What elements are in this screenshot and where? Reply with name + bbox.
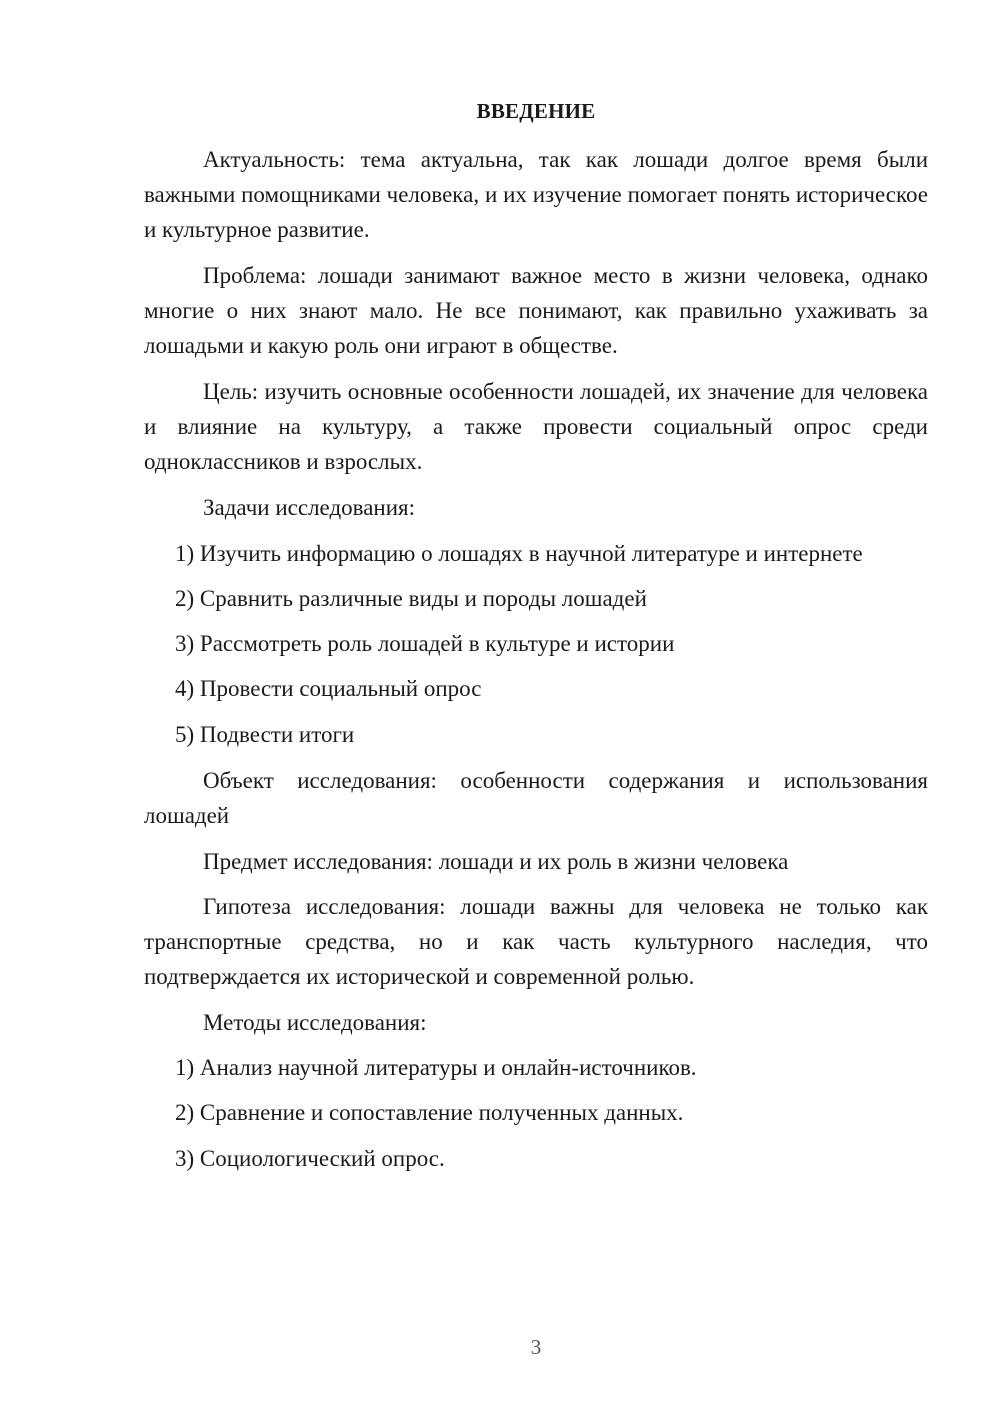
problem-paragraph: Проблема: лошади занимают важное место в жизни человека, однако многие о них знают мало. Не все понимают, как правильно ухаживать за лошадьми и какую роль они играют в обществе. [144, 263, 928, 358]
task-item: 3) Рассмотреть роль лошадей в культуре и истории [175, 631, 675, 656]
object-paragraph: Объект исследования: особенности содержания и использования лошадей [144, 768, 928, 828]
task-item: 5) Подвести итоги [175, 722, 355, 747]
tasks-heading: Задачи исследования: [203, 495, 416, 520]
goal-paragraph: Цель: изучить основные особенности лошадей, их значение для человека и влияние на культуру, а также провести социальный опрос среди одноклассников и взрослых. [144, 379, 928, 474]
section-title: ВВЕДЕНИЕ [476, 99, 596, 123]
method-item: 2) Сравнение и сопоставление полученных данных. [175, 1100, 684, 1125]
hypothesis-paragraph: Гипотеза исследования: лошади важны для человека не только как транспортные средства, но и как часть культурного наследия, что подтверждается их исторической и современной ролью. [144, 894, 928, 989]
task-item: 1) Изучить информацию о лошадях в научной литературе и интернете [175, 541, 863, 566]
subject-paragraph: Предмет исследования: лошади и их роль в жизни человека [203, 849, 789, 874]
document-page [144, 0, 928, 1414]
page-number: 3 [530, 1335, 542, 1359]
task-item: 4) Провести социальный опрос [175, 676, 482, 701]
method-item: 3) Социологический опрос. [175, 1146, 445, 1171]
method-item: 1) Анализ научной литературы и онлайн-источников. [175, 1055, 697, 1080]
relevance-paragraph: Актуальность: тема актуальна, так как лошади долгое время были важными помощниками человека, и их изучение помогает понять историческое и культурное развитие. [144, 147, 928, 242]
methods-heading: Методы исследования: [203, 1010, 427, 1035]
task-item: 2) Сравнить различные виды и породы лошадей [175, 586, 647, 611]
